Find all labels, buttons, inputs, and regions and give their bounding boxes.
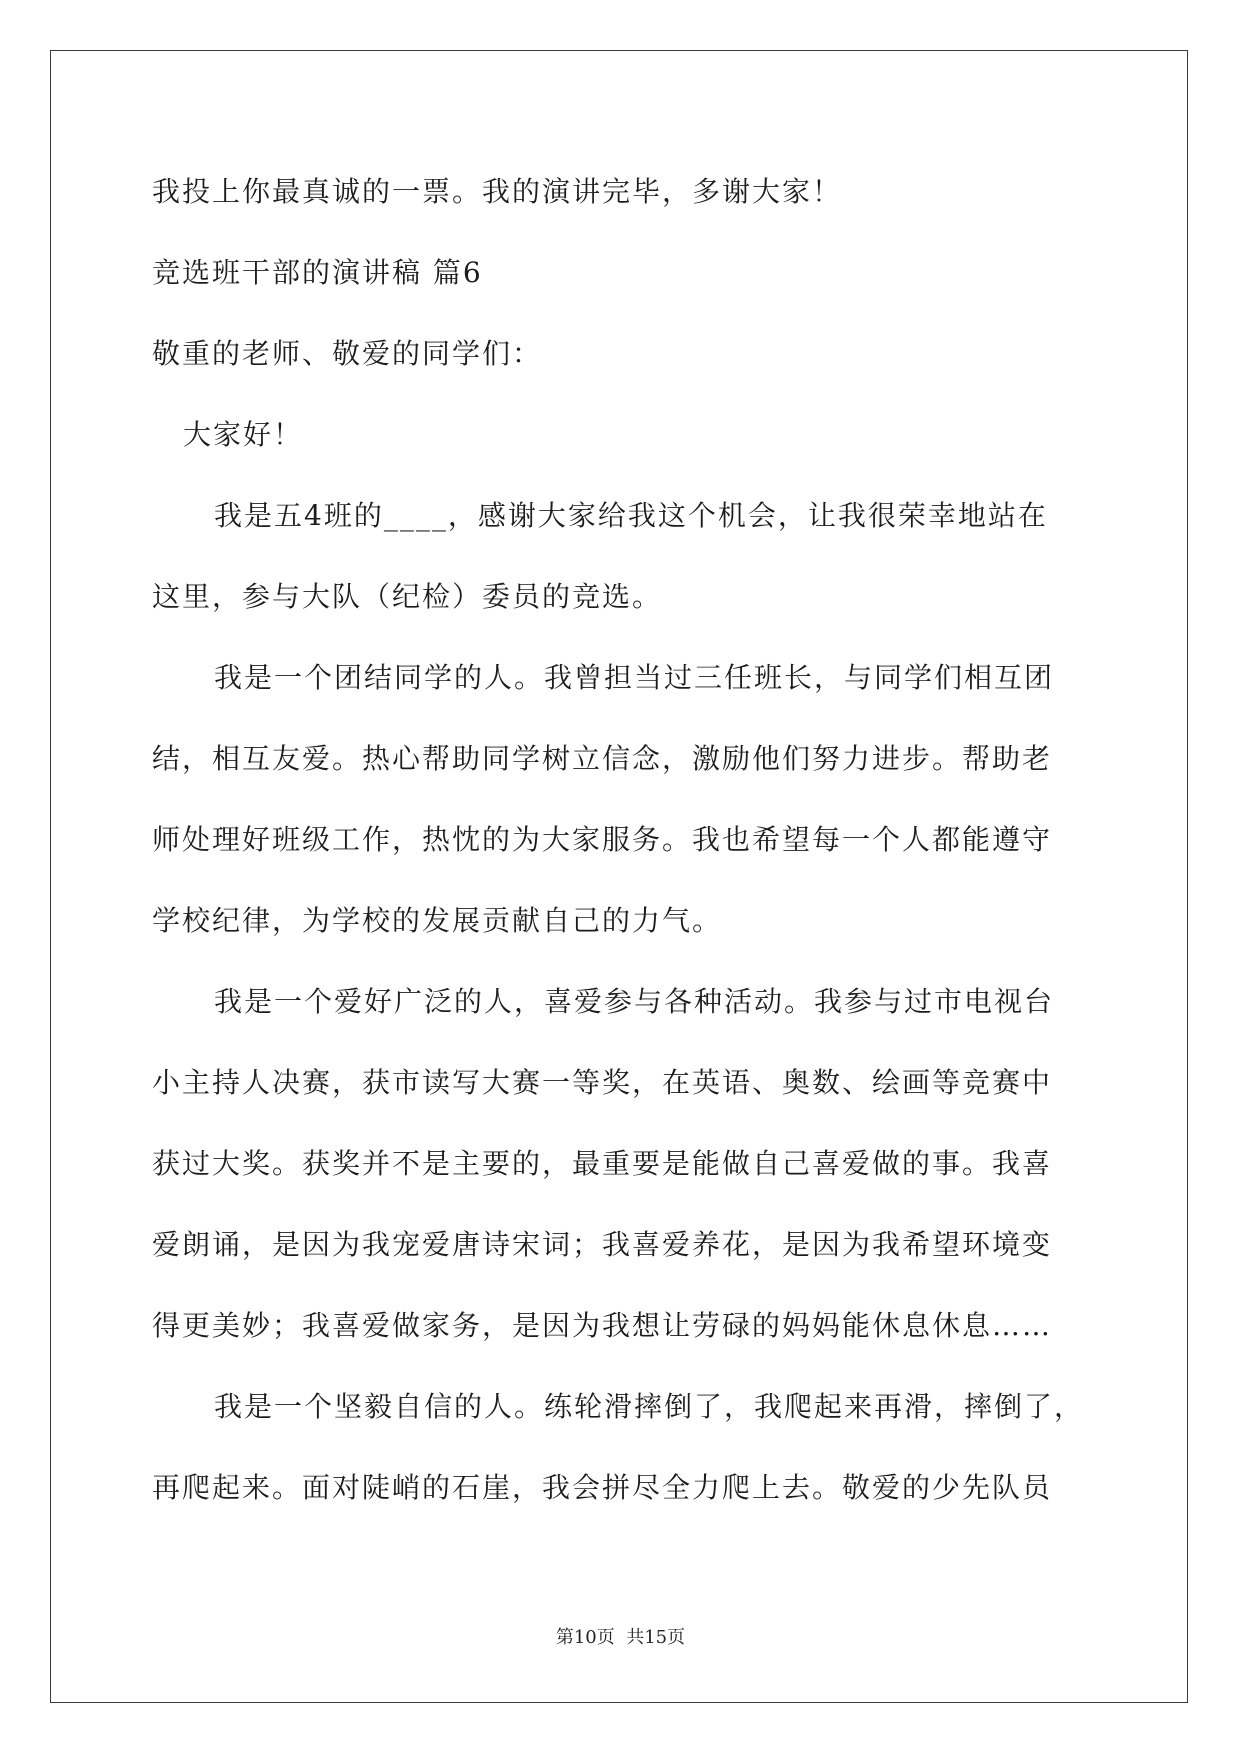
body-line: 我是一个坚毅自信的人。练轮滑摔倒了，我爬起来再滑，摔倒了，	[214, 1390, 1085, 1423]
body-line: 我是一个团结同学的人。我曾担当过三任班长，与同学们相互团	[214, 661, 1055, 694]
body-line: 我投上你最真诚的一票。我的演讲完毕，多谢大家！	[152, 175, 843, 208]
body-line: 学校纪律，为学校的发展贡献自己的力气。	[152, 904, 723, 937]
body-line: 师处理好班级工作，热忱的为大家服务。我也希望每一个人都能遵守	[152, 823, 1053, 856]
salutation: 敬重的老师、敬爱的同学们：	[152, 337, 543, 370]
body-line: 小主持人决赛，获市读写大赛一等奖，在英语、奥数、绘画等竞赛中	[152, 1066, 1053, 1099]
greeting: 大家好！	[183, 418, 304, 451]
document-body	[152, 151, 1132, 1528]
body-line: 我是一个爱好广泛的人，喜爱参与各种活动。我参与过市电视台	[214, 985, 1055, 1018]
section-title: 竞选班干部的演讲稿 篇6	[152, 256, 483, 289]
body-line: 我是五4班的____，感谢大家给我这个机会，让我很荣幸地站在	[214, 499, 1048, 532]
body-line: 再爬起来。面对陡峭的石崖，我会拼尽全力爬上去。敬爱的少先队员	[152, 1471, 1053, 1504]
page-number-footer: 第10页 共15页	[555, 1627, 686, 1648]
body-line: 结，相互友爱。热心帮助同学树立信念，激励他们努力进步。帮助老	[152, 742, 1053, 775]
body-line: 爱朗诵，是因为我宠爱唐诗宋词；我喜爱养花，是因为我希望环境变	[152, 1228, 1053, 1261]
body-line: 这里，参与大队（纪检）委员的竞选。	[152, 580, 663, 613]
body-line: 获过大奖。获奖并不是主要的，最重要是能做自己喜爱做的事。我喜	[152, 1147, 1053, 1180]
body-line: 得更美妙；我喜爱做家务，是因为我想让劳碌的妈妈能休息休息……	[152, 1309, 1053, 1342]
